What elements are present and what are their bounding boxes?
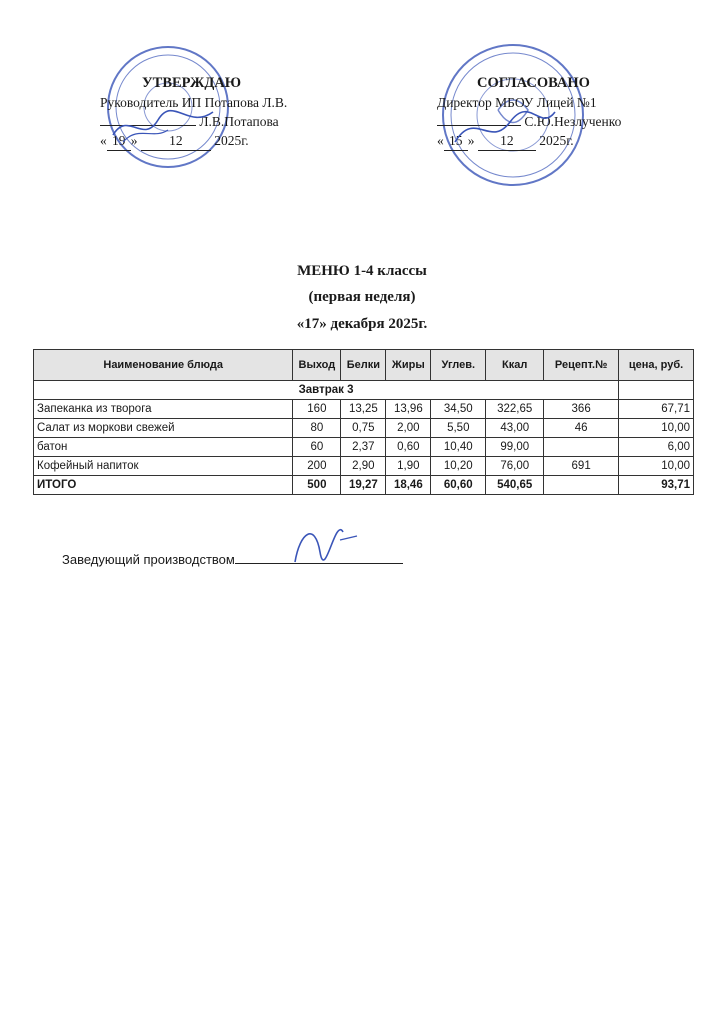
- footer-label: Заведующий производством: [62, 552, 235, 567]
- col-header-protein: Белки: [341, 350, 386, 381]
- agreement-position: Директор МБОУ Лицей №1: [437, 95, 597, 110]
- menu-title: МЕНЮ 1-4 классы: [297, 263, 427, 279]
- approval-year: 2025г.: [214, 133, 249, 148]
- signature-blank: [437, 112, 521, 126]
- approval-block: [100, 74, 287, 151]
- col-header-kcal: Ккал: [486, 350, 544, 381]
- approval-day: 19: [107, 131, 131, 151]
- approval-heading: УТВЕРЖДАЮ: [142, 75, 242, 91]
- table-row: Кофейный напиток 200 2,90 1,90 10,20 76,00 691 10,00: [34, 457, 694, 476]
- table-row: батон 60 2,37 0,60 10,40 99,00 6,00: [34, 438, 694, 457]
- agreement-name: С.Ю.Незлученко: [524, 114, 622, 129]
- approval-name: Л.В.Потапова: [199, 114, 279, 129]
- menu-date: «17» декабря 2025г.: [296, 316, 428, 332]
- approval-date-line: « 19 » 12 2025г.: [100, 131, 287, 151]
- table-header-row: [34, 350, 694, 381]
- group-label: Завтрак 3: [34, 381, 619, 400]
- agreement-date-line: « 15 » 12 2025г.: [437, 131, 621, 151]
- footer-signature: [62, 551, 403, 567]
- menu-table: [33, 349, 694, 495]
- col-header-price: цена, руб.: [619, 350, 694, 381]
- table-group-row: [34, 381, 694, 400]
- col-header-yield: Выход: [293, 350, 341, 381]
- table-row: Салат из моркови свежей 80 0,75 2,00 5,50 43,00 46 10,00: [34, 419, 694, 438]
- signature-blank: [100, 112, 196, 126]
- table-row: Запеканка из творога 160 13,25 13,96 34,50 322,65 366 67,71: [34, 400, 694, 419]
- agreement-day: 15: [444, 131, 468, 151]
- col-header-name: Наименование блюда: [34, 350, 293, 381]
- approval-month: 12: [141, 131, 211, 151]
- agreement-name-line: [437, 112, 621, 131]
- agreement-month: 12: [478, 131, 536, 151]
- signature-blank: [235, 551, 403, 564]
- col-header-recipe: Рецепт.№: [544, 350, 619, 381]
- agreement-year: 2025г.: [539, 133, 574, 148]
- agreement-heading: СОГЛАСОВАНО: [477, 75, 590, 91]
- approval-name-line: [100, 112, 287, 131]
- agreement-block: [437, 74, 621, 151]
- col-header-carbs: Углев.: [431, 350, 486, 381]
- menu-week: (первая неделя): [308, 289, 416, 305]
- table-total-row: ИТОГО 500 19,27 18,46 60,60 540,65 93,71: [34, 476, 694, 495]
- approval-position: Руководитель ИП Потапова Л.В.: [100, 95, 288, 110]
- col-header-fat: Жиры: [386, 350, 431, 381]
